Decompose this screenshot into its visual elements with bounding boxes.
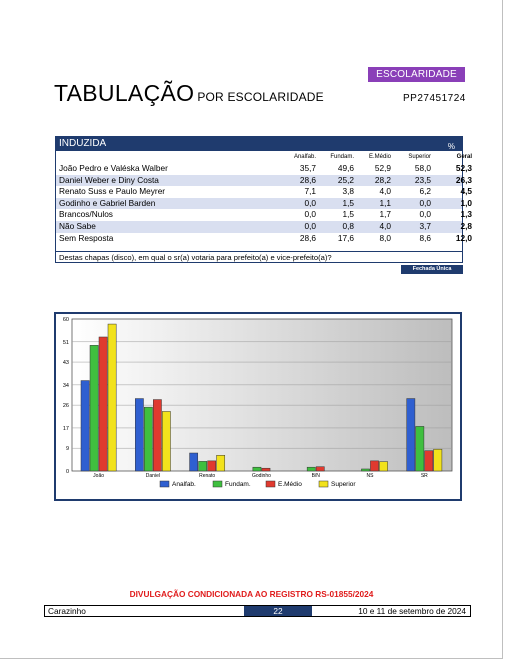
bar <box>90 345 98 471</box>
table-row <box>56 232 472 245</box>
bar <box>316 467 324 471</box>
row-value: 58,0 <box>414 163 431 173</box>
row-value: 28,6 <box>299 232 316 243</box>
x-tick-label: Godinho <box>252 473 271 479</box>
row-label: Brancos/Nulos <box>59 209 113 220</box>
bar-chart <box>56 314 460 499</box>
bar <box>190 453 198 471</box>
bar <box>425 451 433 471</box>
row-value: 1,1 <box>379 197 391 208</box>
x-tick-label: B/N <box>311 473 320 479</box>
row-total: 4,5 <box>460 186 472 197</box>
row-value: 8,6 <box>419 232 431 243</box>
row-value: 8,0 <box>379 232 391 243</box>
table-row <box>56 163 472 175</box>
legend-label: Fundam. <box>225 481 251 488</box>
closed-question-label: Fechada Única <box>401 265 463 274</box>
bar <box>217 455 225 471</box>
table-body <box>56 163 472 244</box>
bar <box>162 411 170 471</box>
row-value: 6,2 <box>419 186 431 197</box>
row-value: 4,0 <box>379 220 391 231</box>
row-value: 49,6 <box>337 163 354 173</box>
bar <box>379 462 387 471</box>
column-header: Geral <box>456 154 472 160</box>
row-value: 1,7 <box>379 209 391 220</box>
row-value: 4,0 <box>379 186 391 197</box>
bar <box>262 468 270 471</box>
row-value: 3,7 <box>419 220 431 231</box>
legend-swatch <box>319 481 328 487</box>
question-divider <box>56 251 462 252</box>
bar <box>307 467 315 471</box>
y-tick-label: 0 <box>65 469 69 475</box>
bar <box>416 426 424 471</box>
row-value: 0,8 <box>342 220 354 231</box>
bar <box>199 461 207 471</box>
row-total: 12,0 <box>455 232 472 243</box>
y-tick-label: 34 <box>62 382 69 389</box>
page-number: 22 <box>244 606 312 616</box>
results-table <box>55 136 472 263</box>
row-value: 52,9 <box>374 163 391 173</box>
footer-bar <box>44 605 471 617</box>
column-header: Analfab. <box>293 154 316 160</box>
title-main: TABULAÇÃO <box>54 80 195 106</box>
bar <box>434 449 442 471</box>
row-value: 35,7 <box>299 163 316 173</box>
section-title: INDUZIDA <box>59 138 107 149</box>
x-tick-label: NS <box>366 473 374 479</box>
row-value: 25,2 <box>337 174 354 185</box>
row-value: 0,0 <box>419 197 431 208</box>
bar <box>370 461 378 471</box>
footer-date: 10 e 11 de setembro de 2024 <box>358 606 466 616</box>
column-header: Superior <box>408 154 431 160</box>
bar <box>407 399 415 471</box>
column-header: E.Médio <box>368 154 391 160</box>
row-label: João Pedro e Valéska Walber <box>59 163 168 173</box>
bar <box>108 324 116 471</box>
bar <box>81 381 89 471</box>
bar <box>208 461 216 471</box>
row-value: 1,5 <box>342 209 354 220</box>
row-value: 3,8 <box>342 186 354 197</box>
row-value: 17,6 <box>337 232 354 243</box>
legend-swatch <box>160 481 169 487</box>
row-label: Sem Resposta <box>59 232 114 243</box>
y-tick-label: 9 <box>65 446 69 453</box>
legend-label: Superior <box>331 481 356 488</box>
legend-label: E.Médio <box>278 481 302 488</box>
bar <box>253 467 261 471</box>
bar <box>144 407 152 471</box>
x-tick-label: Daniel <box>145 473 160 479</box>
row-total: 2,8 <box>460 220 472 231</box>
table-row <box>56 197 472 210</box>
row-value: 7,1 <box>304 186 316 197</box>
legend-label: Analfab. <box>172 481 196 488</box>
percent-sign: % <box>447 142 455 151</box>
table-row <box>56 220 472 233</box>
row-value: 28,6 <box>299 174 316 185</box>
row-value: 1,5 <box>342 197 354 208</box>
column-header: Fundam. <box>330 154 354 160</box>
row-total: 52,3 <box>455 163 472 173</box>
bar <box>99 337 107 471</box>
y-tick-label: 51 <box>62 339 69 346</box>
title-subtitle: POR ESCOLARIDADE <box>197 90 324 104</box>
row-label: Não Sabe <box>59 220 96 231</box>
legal-notice: DIVULGAÇÃO CONDICIONADA AO REGISTRO RS-01855/2024 <box>129 589 374 599</box>
row-value: 23,5 <box>414 174 431 185</box>
row-total: 1,0 <box>460 197 472 208</box>
x-tick-label: SR <box>420 473 428 479</box>
table-row <box>56 186 472 198</box>
category-badge: ESCOLARIDADE <box>368 67 465 82</box>
page-title <box>54 80 324 107</box>
row-value: 0,0 <box>419 209 431 220</box>
row-total: 26,3 <box>455 174 472 185</box>
y-tick-label: 26 <box>62 403 69 410</box>
row-label: Renato Suss e Paulo Meyrer <box>59 186 166 197</box>
question-text: Destas chapas (disco), em qual o sr(a) votaria para prefeito(a) e vice-prefeito(a)? <box>59 253 332 262</box>
y-tick-label: 43 <box>62 360 69 367</box>
footer-city: Carazinho <box>48 606 86 616</box>
row-label: Daniel Weber e Diny Costa <box>59 174 159 185</box>
table-header <box>56 136 462 151</box>
x-tick-label: João <box>93 473 105 479</box>
table-row <box>56 174 472 187</box>
row-total: 1,3 <box>460 209 472 220</box>
legend-swatch <box>266 481 275 487</box>
x-tick-label: Renato <box>199 473 216 479</box>
chart-frame <box>54 312 462 501</box>
survey-code: PP27451724 <box>403 93 466 104</box>
y-tick-label: 17 <box>62 425 69 432</box>
row-value: 0,0 <box>304 197 316 208</box>
row-value: 0,0 <box>304 220 316 231</box>
bar <box>153 400 161 471</box>
bar <box>135 399 143 471</box>
bar <box>361 469 369 471</box>
y-tick-label: 60 <box>62 317 69 323</box>
column-headers <box>56 151 472 163</box>
table-row <box>56 209 472 221</box>
legend-swatch <box>213 481 222 487</box>
row-value: 0,0 <box>304 209 316 220</box>
row-value: 28,2 <box>374 174 391 185</box>
row-label: Godinho e Gabriel Barden <box>59 197 156 208</box>
